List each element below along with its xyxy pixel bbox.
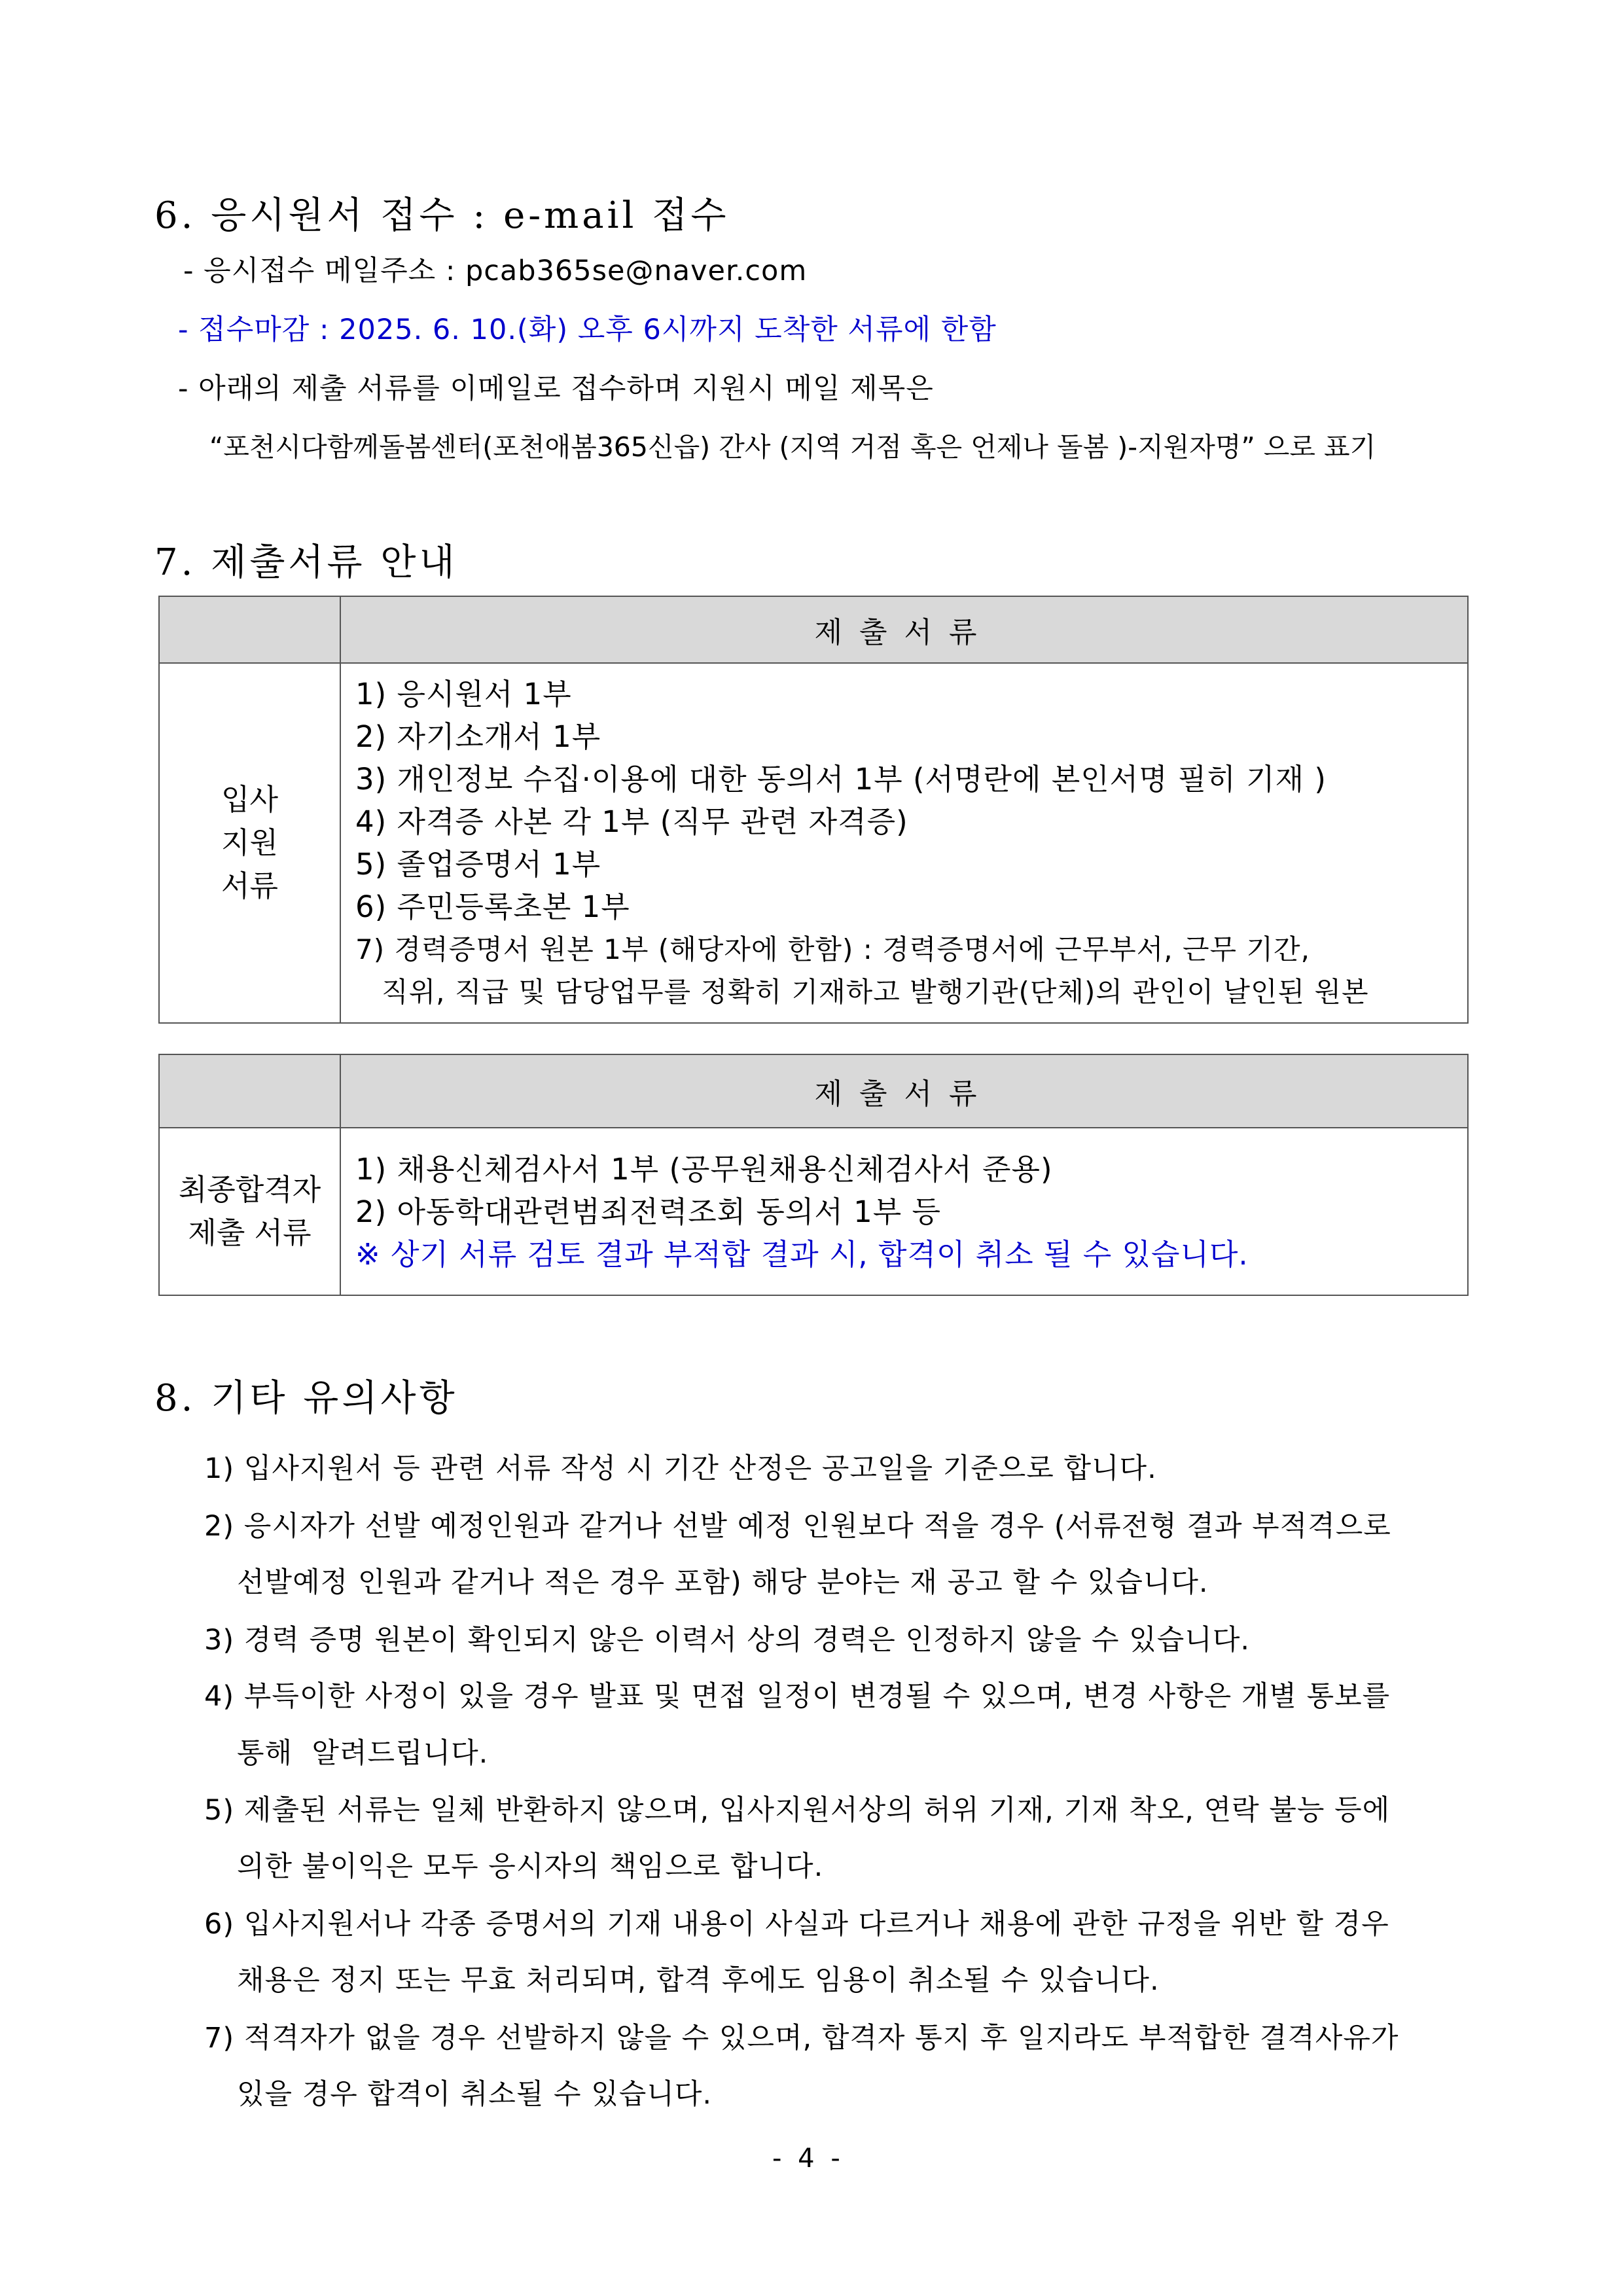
header-blank-cell (159, 1054, 340, 1128)
application-documents-table (158, 596, 1469, 1024)
notice-item-4: 4) 부득이한 사정이 있을 경우 발표 및 면접 일정이 변경될 수 있으며, 변경 사항은 개별 통보를 (204, 1680, 1391, 1713)
notice-item-5: 5) 제출된 서류는 일체 반환하지 않으며, 입사지원서상의 허위 기재, 기재 착오, 연락 불능 등에 (204, 1794, 1391, 1827)
list-item: 3) 개인정보 수집·이용에 대한 동의서 1부 (서명란에 본인서명 필히 기재 ) (355, 762, 1327, 797)
application-documents-list (340, 663, 1468, 1023)
notice-item-4-cont: 통해 알려드립니다. (237, 1737, 489, 1770)
notice-item-6: 6) 입사지원서나 각종 증명서의 기재 내용이 사실과 다르거나 채용에 관한 규정을 위반 할 경우 (204, 1908, 1389, 1941)
notice-item-2: 2) 응시자가 선발 예정인원과 같거나 선발 예정 인원보다 적을 경우 (서류전형 결과 부적격으로 (204, 1510, 1391, 1543)
table-header: 제출서류 (340, 1054, 1468, 1128)
section-6-title: 6. 응시원서 접수 : e-mail 접수 (154, 194, 730, 237)
list-item: 1) 응시원서 1부 (355, 677, 572, 711)
list-item: 7) 경력증명서 원본 1부 (해당자에 한함) : 경력증명서에 근무부서, 근무 기간, (355, 933, 1310, 965)
final-documents-table (158, 1054, 1469, 1296)
notice-item-6-cont: 채용은 정지 또는 무효 처리되며, 합격 후에도 임용이 취소될 수 있습니다. (237, 1964, 1160, 1997)
email-subject-format-line: “포천시다함께돌봄센터(포천애봄365신읍) 간사 (지역 거점 혹은 언제나 돌봄 )-지원자명” 으로 표기 (209, 431, 1376, 463)
notice-item-1: 1) 입사지원서 등 관련 서류 작성 시 기간 산정은 공고일을 기준으로 합니다. (204, 1452, 1157, 1485)
side-label-application: 입사 지원 서류 (159, 663, 340, 1023)
cancellation-note: ※ 상기 서류 검토 결과 부적합 결과 시, 합격이 취소 될 수 있습니다. (355, 1236, 1249, 1272)
page-number: - 4 - (772, 2144, 844, 2174)
table-header: 제출서류 (340, 596, 1468, 663)
section-8-title: 8. 기타 유의사항 (154, 1377, 458, 1420)
notice-item-5-cont: 의한 불이익은 모두 응시자의 책임으로 합니다. (237, 1850, 824, 1883)
notice-item-7: 7) 적격자가 없을 경우 선발하지 않을 수 있으며, 합격자 통지 후 일지라도 부적합한 결격사유가 (204, 2022, 1399, 2054)
deadline-line: - 접수마감 : 2025. 6. 10.(화) 오후 6시까지 도착한 서류에 한함 (178, 314, 997, 346)
notice-item-7-cont: 있을 경우 합격이 취소될 수 있습니다. (237, 2078, 713, 2111)
list-item: 2) 자기소개서 1부 (355, 719, 601, 754)
notice-item-3: 3) 경력 증명 원본이 확인되지 않은 이력서 상의 경력은 인정하지 않을 수 있습니다. (204, 1624, 1251, 1657)
final-documents-list (340, 1128, 1468, 1295)
list-item: 1) 채용신체검사서 1부 (공무원채용신체검사서 준용) (355, 1151, 1053, 1187)
list-item-continuation: 직위, 직급 및 담당업무를 정확히 기재하고 발행기관(단체)의 관인이 날인된 원본 (382, 976, 1369, 1008)
section-7-title: 7. 제출서류 안내 (154, 541, 458, 584)
email-address-line: - 응시접수 메일주소 : pcab365se@naver.com (183, 255, 808, 287)
list-item: 4) 자격증 사본 각 1부 (직무 관련 자격증) (355, 804, 908, 839)
side-label-final: 최종합격자 제출 서류 (159, 1128, 340, 1295)
list-item: 6) 주민등록초본 1부 (355, 889, 630, 924)
list-item: 5) 졸업증명서 1부 (355, 847, 601, 882)
notice-item-2-cont: 선발예정 인원과 같거나 적은 경우 포함) 해당 분야는 재 공고 할 수 있습니다. (237, 1566, 1209, 1599)
email-instruction-line: - 아래의 제출 서류를 이메일로 접수하며 지원시 메일 제목은 (178, 372, 934, 405)
header-blank-cell (159, 596, 340, 663)
list-item: 2) 아동학대관련범죄전력조회 동의서 1부 등 (355, 1194, 942, 1229)
